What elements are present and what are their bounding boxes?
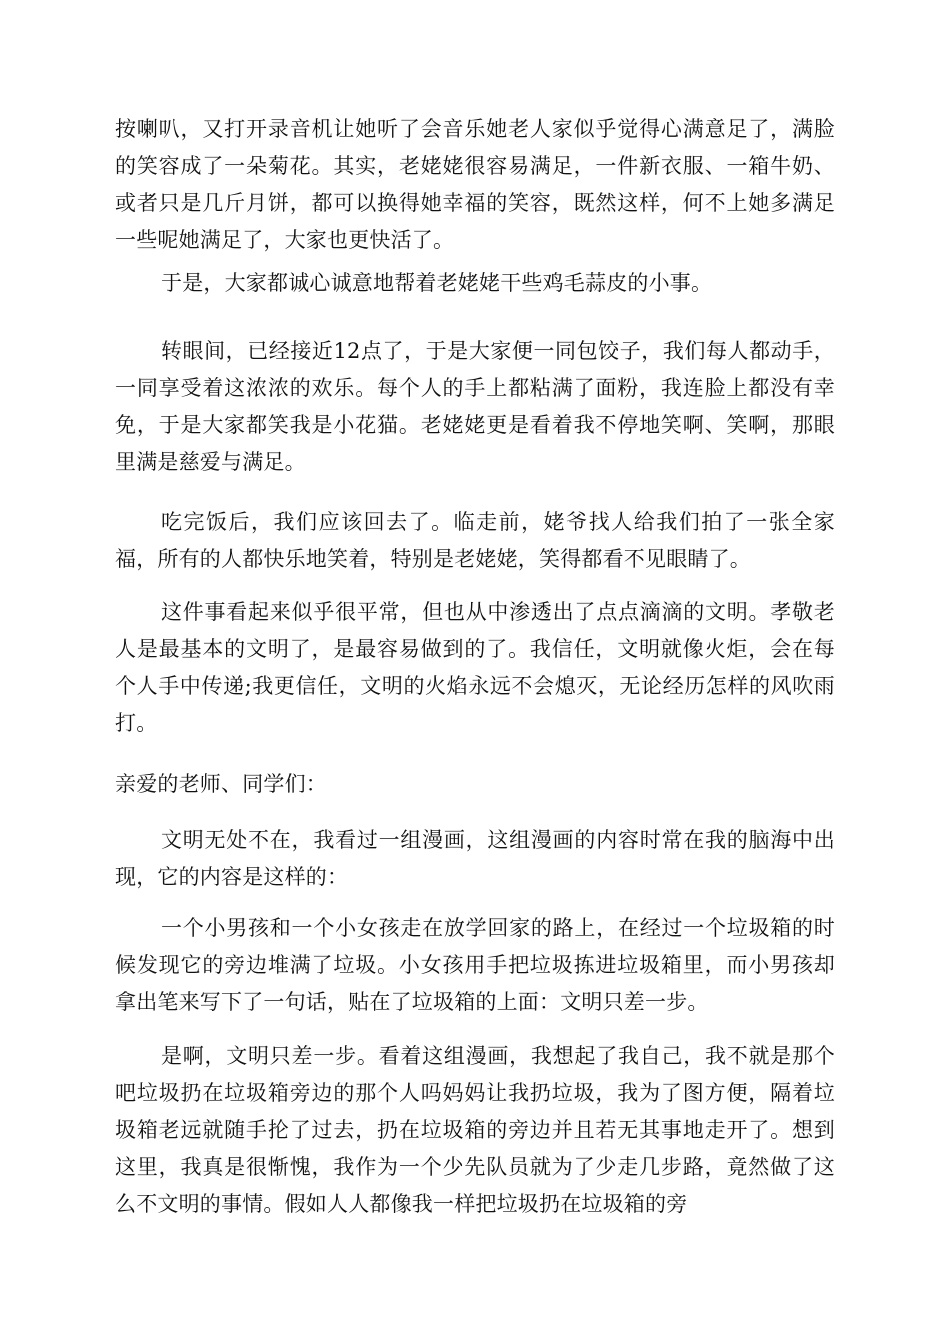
paragraph-5: 这件事看起来似乎很平常，但也从中渗透出了点点滴滴的文明。孝敬老人是最基本的文明了，是最容易做到的了。我信任，文明就像火炬，会在每个人手中传递;我更信任，文明的火焰永远不会熄灭，无论经历怎样的风吹雨打。 [115,600,835,735]
paragraph-2: 于是，大家都诚心诚意地帮着老姥姥干些鸡毛蒜皮的小事。 [161,271,713,295]
paragraph-3: 转眼间，已经接近12点了，于是大家便一同包饺子，我们每人都动手，一同享受着这浓浓的欢乐。每个人的手上都粘满了面粉，我连脸上都没有幸免，于是大家都笑我是小花猫。老姥姥更是看着我不停地笑啊、笑啊，那眼里满是慈爱与满足。 [115,339,835,474]
paragraph-8: 一个小男孩和一个小女孩走在放学回家的路上，在经过一个垃圾箱的时候发现它的旁边堆满了垃圾。小女孩用手把垃圾拣进垃圾箱里，而小男孩却拿出笔来写下了一句话，贴在了垃圾箱的上面：文明只差一步。 [115,916,835,1014]
paragraph-6: 亲爱的老师、同学们： [115,772,327,796]
paragraph-7: 文明无处不在，我看过一组漫画，这组漫画的内容时常在我的脑海中出现，它的内容是这样的： [115,828,835,889]
paragraph-4: 吃完饭后，我们应该回去了。临走前，姥爷找人给我们拍了一张全家福，所有的人都快乐地笑着，特别是老姥姥，笑得都看不见眼睛了。 [115,510,835,571]
paragraph-1: 按喇叭，又打开录音机让她听了会音乐她老人家似乎觉得心满意足了，满脸的笑容成了一朵菊花。其实，老姥姥很容易满足，一件新衣服、一箱牛奶、或者只是几斤月饼，都可以换得她幸福的笑容，既然这样，何不上她多满足一些呢她满足了，大家也更快活了。 [115,117,835,252]
paragraph-9: 是啊，文明只差一步。看着这组漫画，我想起了我自己，我不就是那个吧垃圾扔在垃圾箱旁边的那个人吗妈妈让我扔垃圾，我为了图方便，隔着垃圾箱老远就随手抡了过去，扔在垃圾箱的旁边并且若无其事地走开了。想到这里，我真是很惭愧，我作为一个少先队员就为了少走几步路，竟然做了这么不文明的事情。假如人人都像我一样把垃圾扔在垃圾箱的旁 [115,1044,835,1216]
